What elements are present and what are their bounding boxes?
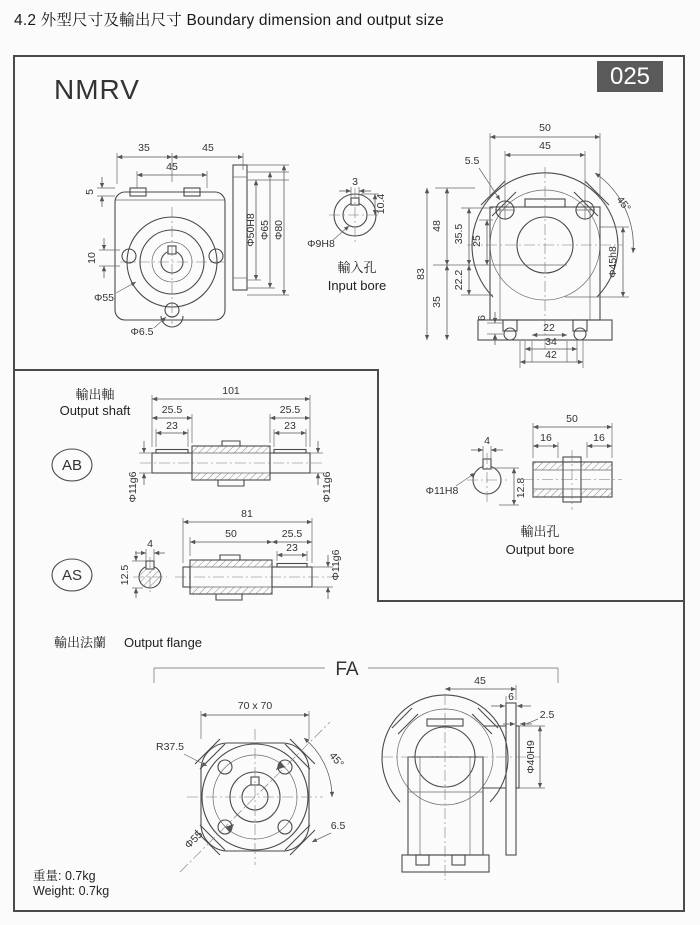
dim-angle-45-flange: 45° <box>326 750 347 771</box>
weight-en: Weight: 0.7kg <box>33 884 110 898</box>
dim-23-as: 23 <box>286 542 298 554</box>
dim-key-depth: 10.4 <box>375 193 387 215</box>
dim-6: 6 <box>476 315 488 321</box>
dim-6-5-flange: 6.5 <box>330 820 346 832</box>
dim-70x70: 70 x 70 <box>237 700 273 712</box>
dim-34: 34 <box>545 336 557 348</box>
dia-45h8: Φ45h8 <box>607 246 619 278</box>
weight-note <box>33 869 109 899</box>
input-bore-drawing <box>305 178 415 308</box>
output-bore-side <box>523 413 622 510</box>
dia-55: Φ55 <box>93 292 115 304</box>
dim-key-4: 4 <box>147 538 153 550</box>
dim-25-5-l: 25.5 <box>161 404 183 416</box>
flange-front-outline <box>180 722 330 872</box>
dia-11h8: Φ11H8 <box>425 485 459 497</box>
dim-45-flange: 45 <box>474 675 486 687</box>
variant-ab-tag: AB <box>61 457 83 474</box>
dim-35-5: 35.5 <box>453 223 465 245</box>
dim-35: 35 <box>138 142 150 154</box>
divider-horizontal-top <box>13 369 378 371</box>
dim-16-l: 16 <box>540 432 552 444</box>
weight-zh: 重量: 0.7kg <box>33 869 96 883</box>
dim-42: 42 <box>545 349 557 361</box>
dim-35b: 35 <box>431 296 443 308</box>
dim-23-r: 23 <box>284 420 296 432</box>
dim-6-flange: 6 <box>508 691 514 703</box>
input-bore-outline <box>329 188 381 242</box>
variant-as <box>52 508 342 600</box>
dim-50-bore: 50 <box>566 413 578 425</box>
dim-10: 10 <box>86 252 98 264</box>
dia-11g6-l: Φ11g6 <box>127 471 139 503</box>
fa-tag: FA <box>335 659 359 680</box>
output-shaft-label-en: Output shaft <box>59 403 131 418</box>
dim-12-5: 12.5 <box>119 564 131 586</box>
dia-6-5: Φ6.5 <box>130 326 154 338</box>
size-badge: 025 <box>597 61 663 92</box>
dia-11g6-r: Φ11g6 <box>321 471 333 503</box>
dim-81: 81 <box>241 508 253 520</box>
side-view-drawing <box>415 122 690 372</box>
dim-5-5: 5.5 <box>464 155 480 167</box>
dia-50h8: Φ50H8 <box>245 213 257 247</box>
output-bore-label-en: Output bore <box>505 542 575 557</box>
front-view-drawing <box>80 132 295 364</box>
variant-as-tag: AS <box>61 567 83 584</box>
dim-2-5: 2.5 <box>539 709 555 721</box>
dim-45-inner: 45 <box>166 161 178 173</box>
output-shaft-label-zh: 輸出軸 <box>75 387 115 402</box>
dim-key-4b: 4 <box>484 435 490 447</box>
flange-front-dimensions <box>156 700 346 851</box>
flange-front-drawing <box>140 692 385 904</box>
dia-9h8: Φ9H8 <box>307 238 335 250</box>
divider-horizontal-bottom <box>377 600 685 602</box>
dim-101: 101 <box>222 385 240 397</box>
output-flange-label-en: Output flange <box>123 635 203 650</box>
dim-45-top: 45 <box>202 142 214 154</box>
dim-23-l: 23 <box>166 420 178 432</box>
input-bore-label-en: Input bore <box>327 278 387 293</box>
dim-25-5-r: 25.5 <box>279 404 301 416</box>
dim-50: 50 <box>539 122 551 134</box>
input-bore-dimensions <box>307 176 387 250</box>
dim-r37-5: R37.5 <box>155 741 185 753</box>
model-name: NMRV <box>54 74 140 105</box>
output-flange-header <box>20 630 380 654</box>
output-bore-section <box>426 435 527 505</box>
flange-side-drawing <box>380 672 635 900</box>
dia-65: Φ65 <box>259 219 271 241</box>
dia-55-flange: Φ55 <box>182 828 206 852</box>
dia-80: Φ80 <box>273 219 285 241</box>
divider-vertical <box>377 369 379 601</box>
dia-40h9: Φ40H9 <box>525 740 537 774</box>
output-shaft-drawing <box>40 385 370 617</box>
dim-25-5-as: 25.5 <box>281 528 303 540</box>
dim-22-2: 22.2 <box>453 269 465 291</box>
input-bore-label-zh: 輸入孔 <box>337 260 377 275</box>
flange-side-outline <box>382 694 540 880</box>
dim-45: 45 <box>539 140 551 152</box>
output-bore-drawing <box>420 415 660 560</box>
dim-12-8: 12.8 <box>515 477 527 499</box>
dim-25: 25 <box>471 235 483 247</box>
output-flange-label-zh: 輸出法蘭 <box>53 635 107 650</box>
dim-50-as: 50 <box>225 528 237 540</box>
dim-key-width: 3 <box>352 176 358 188</box>
dim-angle-45: 45° <box>613 194 633 215</box>
dim-22: 22 <box>543 322 555 334</box>
dia-11g6-as: Φ11g6 <box>330 549 342 581</box>
dim-48: 48 <box>431 220 443 232</box>
output-bore-label-zh: 輸出孔 <box>520 524 560 539</box>
dim-83: 83 <box>415 268 427 280</box>
page-title: 4.2 外型尺寸及輸出尺寸 Boundary dimension and output size <box>14 12 445 29</box>
gearbox-front-outline <box>115 165 247 327</box>
dim-5: 5 <box>84 189 96 195</box>
dim-16-r: 16 <box>593 432 605 444</box>
